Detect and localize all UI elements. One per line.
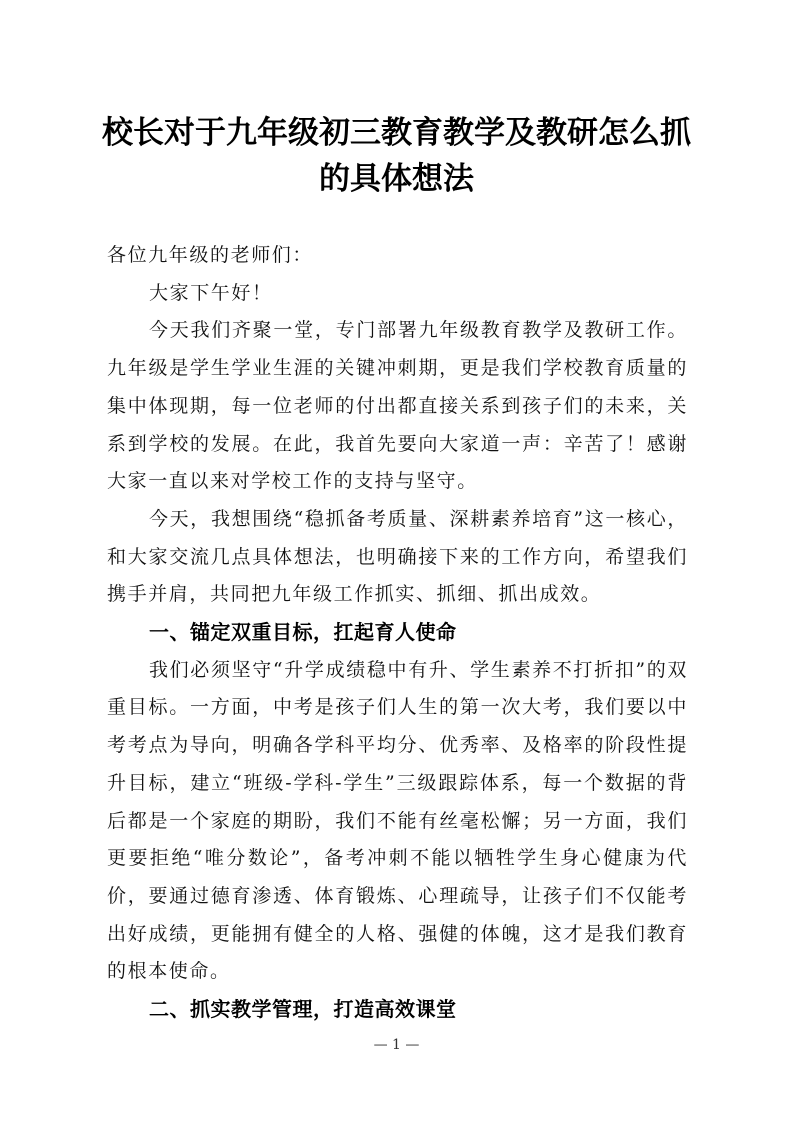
document-body — [107, 237, 688, 1029]
paragraph: 今天我们齐聚一堂，专门部署九年级教育教学及教研工作。九年级是学生学业生涯的关键冲刺期，更是我们学校教育质量的集中体现期，每一位老师的付出都直接关系到孩子们的未来，关系到学校的发展。在此，我首先要向大家道一声：辛苦了！感谢大家一直以来对学校工作的支持与坚守。 — [107, 319, 688, 493]
paragraph: 今天，我想围绕“稳抓备考质量、深耕素养培育”这一核心，和大家交流几点具体想法，也明确接下来的工作方向，希望我们携手并肩，共同把九年级工作抓实、抓细、抓出成效。 — [107, 507, 688, 606]
section-heading: 一、锚定双重目标，扛起育人使命 — [149, 620, 457, 645]
section-heading: 二、抓实教学管理，打造高效课堂 — [149, 997, 457, 1022]
document-title: 校长对于九年级初三教育教学及教研怎么抓的具体想法 — [102, 115, 691, 197]
paragraph: 我们必须坚守“升学成绩稳中有升、学生素养不打折扣”的双重目标。一方面，中考是孩子们人生的第一次大考，我们要以中考考点为导向，明确各学科平均分、优秀率、及格率的阶段性提升目标，建立“班级-学科-学生”三级跟踪体系，每一个数据的背后都是一个家庭的期盼，我们不能有丝毫松懈；另一方面，我们更要拒绝“唯分数论”，备考冲刺不能以牺牲学生身心健康为代价，要通过德育渗透、体育锻炼、心理疏导，让孩子们不仅能考出好成绩，更能拥有健全的人格、强健的体魄，这才是我们教育的根本使命。 — [107, 658, 688, 983]
page-number: — 1 — — [373, 1037, 420, 1053]
greeting: 大家下午好！ — [149, 281, 273, 304]
salutation: 各位九年级的老师们： — [107, 244, 314, 266]
